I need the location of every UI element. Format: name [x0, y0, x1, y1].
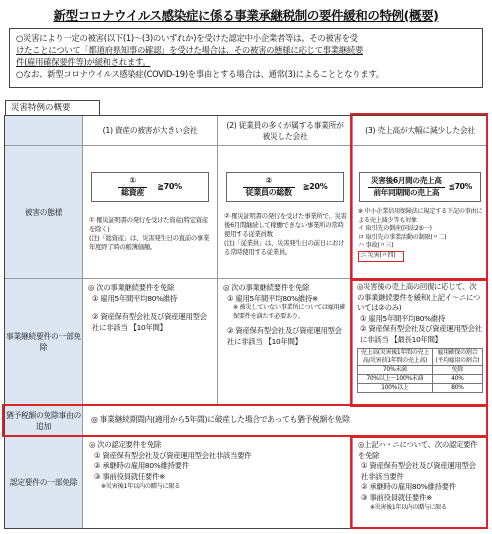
damage-col3-note: ※ 中小企業信用保険法に規定する下記の事由による売上減少等も対象	[358, 208, 483, 224]
damage-col3-item-ro: ロ 取引先の事業活動の制限(〃二)	[358, 233, 447, 241]
continuation-col2-head: ◎ 次の事業継続要件を免除	[223, 283, 310, 292]
certification-col3-item3: ③ 事前役員就任要件※	[361, 492, 432, 502]
intro-box	[9, 28, 483, 88]
continuation-col2-note: ※ 被災していない事業所については雇用確保要件を満たす必要あり。	[233, 304, 346, 320]
certification-col3-item2: ② 承継時の雇用80%維持要件	[361, 482, 456, 491]
certification-note: ※災害後1年以内の贈与に限る	[101, 483, 181, 490]
col-header-2: (2) 従業員の多くが属する事業所が被災した会社	[218, 116, 353, 146]
continuation-col2-item1: ① 雇用5年間平均80%維持※	[227, 293, 318, 303]
damage-col2	[218, 146, 353, 279]
continuation-col1-head: ◎ 次の事業継続要件を免除	[88, 283, 175, 292]
recovery-table-cell: 70%未満	[358, 366, 433, 375]
continuation-col3	[353, 279, 487, 406]
row-header-exemption: 猶予税額の免除事由の追加	[5, 406, 83, 436]
certification-item2: ② 承継時の雇用80%維持要件	[94, 461, 189, 470]
formula-employee-ratio: $\frac{\text{②}}{\text{従業員の総数}}$ ≧20%	[226, 172, 344, 202]
damage-col1-note: ① 罹災証明書の発行を受けた資産(特定資産を除く)	[89, 216, 208, 233]
damage-col1	[83, 146, 218, 279]
exemption-text: ◎ 事業継続期間内(適用から5年間)に破産した場合であっても猶予税額を免除	[83, 406, 487, 436]
page-title: 新型コロナウイルス感染症に係る事業承継税制の要件緩和の特例(概要)	[53, 8, 439, 23]
certification-col12	[83, 436, 353, 528]
damage-col3-item-ni: ニ 災害(〃四)	[358, 251, 404, 262]
row-header-damage: 被害の態様	[5, 146, 83, 279]
certification-col3-item1: ① 資産保有型会社及び資産運用型会社非該当要件	[361, 461, 476, 481]
section-label: 災害特例の概要	[5, 100, 100, 115]
continuation-col3-item1: ① 雇用5年間平均80%維持	[360, 313, 446, 323]
intro-line-1: ○災害により一定の被害(以下(1)〜(3)のいずれか)を受けた認定中小企業者等は、その被害を受	[16, 33, 358, 43]
recovery-table-cell: 免除	[432, 366, 482, 375]
recovery-table-cell: 40%	[432, 375, 482, 384]
certification-item3: ③ 事前役員就任要件※	[94, 471, 165, 481]
certification-col3-head: ◎上記ハ・ニについて、次の認定要件を免除	[358, 440, 478, 460]
recovery-table	[357, 348, 483, 393]
continuation-col3-head: ◎災害後の売上高の回復に応じて、次の事業継続要件を緩和(上記イ〜ニについては②のみ)	[357, 282, 480, 312]
certification-item1: ① 資産保有型会社及び資産運用型会社非該当要件	[94, 450, 252, 460]
intro-line-2: けたことについて「都道府県知事の確認」を受けた場合は、その被害の態様に応じて事業継続要	[16, 45, 364, 55]
recovery-table-cell: 80%	[432, 384, 482, 393]
certification-col3-note: ※災害後1年以内の贈与に限る	[370, 504, 447, 511]
recovery-table-header-employment: 雇用確保の割合(平均雇用の割合)	[432, 349, 482, 366]
damage-col1-note2: (注)「総資産」は、災害発生日の直前の事業年度終了時の帳簿価額。	[89, 234, 210, 251]
recovery-table-cell: 100%以上	[358, 384, 433, 393]
formula-asset-ratio: $\frac{\text{①}}{\text{総資産}}$ ≧70%	[91, 172, 209, 202]
intro-line-4: ○なお、新型コロナウイルス感染症(COVID-19)を事由とする場合は、通常(3)によることとなります。	[16, 69, 384, 79]
continuation-col2-item2: ② 資産保有型会社及び資産運用型会社に非該当 【10年間】	[227, 326, 342, 346]
recovery-table-header-sales: 売上高(災害後1年間の売上高/災害前1年間の売上高)	[358, 349, 433, 366]
damage-col3-item-ha: ハ 事故(〃三)	[358, 242, 394, 250]
damage-col2-note: ② 罹災証明書の発行を受けた事業所で、災害後6月間継続して稼働できない事業所の常時使用する従業員数	[224, 212, 347, 238]
continuation-col1-item2: ② 資産保有型会社及び資産運用型会社に非該当 【10年間】	[92, 312, 207, 332]
corner-cell	[5, 116, 83, 146]
continuation-col1	[83, 279, 218, 406]
intro-line-3: 件(雇用確保要件等)が緩和されます。	[16, 57, 151, 67]
damage-col2-note2: (注)「従業員」は、災害発生日の前日における常時使用する従業員。	[224, 239, 345, 256]
row-header-certification: 認定要件の一部免除	[5, 436, 83, 528]
col-header-1: (1) 資産の被害が大きい会社	[83, 116, 218, 146]
row-header-continuation: 事業継続要件の一部免除	[5, 279, 83, 406]
col-header-3: (3) 売上高が大幅に減少した会社	[353, 116, 487, 146]
continuation-col1-item1: ① 雇用5年間平均80%維持	[92, 293, 178, 303]
recovery-table-cell: 70%以上〜100%未満	[358, 375, 433, 384]
certification-col3	[353, 436, 487, 528]
certification-head: ◎ 次の認定要件を免除	[89, 440, 162, 449]
overview-table	[4, 115, 488, 529]
formula-sales-ratio: $\frac{\text{災害後6月間の売上高}}{\text{前年同期間の売上高}}$ ≦70%	[359, 172, 481, 202]
continuation-col3-item2: ② 資産保有型会社及び資産運用型会社に非該当 【最長10年間】	[360, 324, 482, 344]
damage-col3-item-i: イ 取引先の倒産(同法2⑤一)	[358, 225, 432, 233]
damage-col3	[353, 146, 487, 279]
continuation-col2	[218, 279, 353, 406]
